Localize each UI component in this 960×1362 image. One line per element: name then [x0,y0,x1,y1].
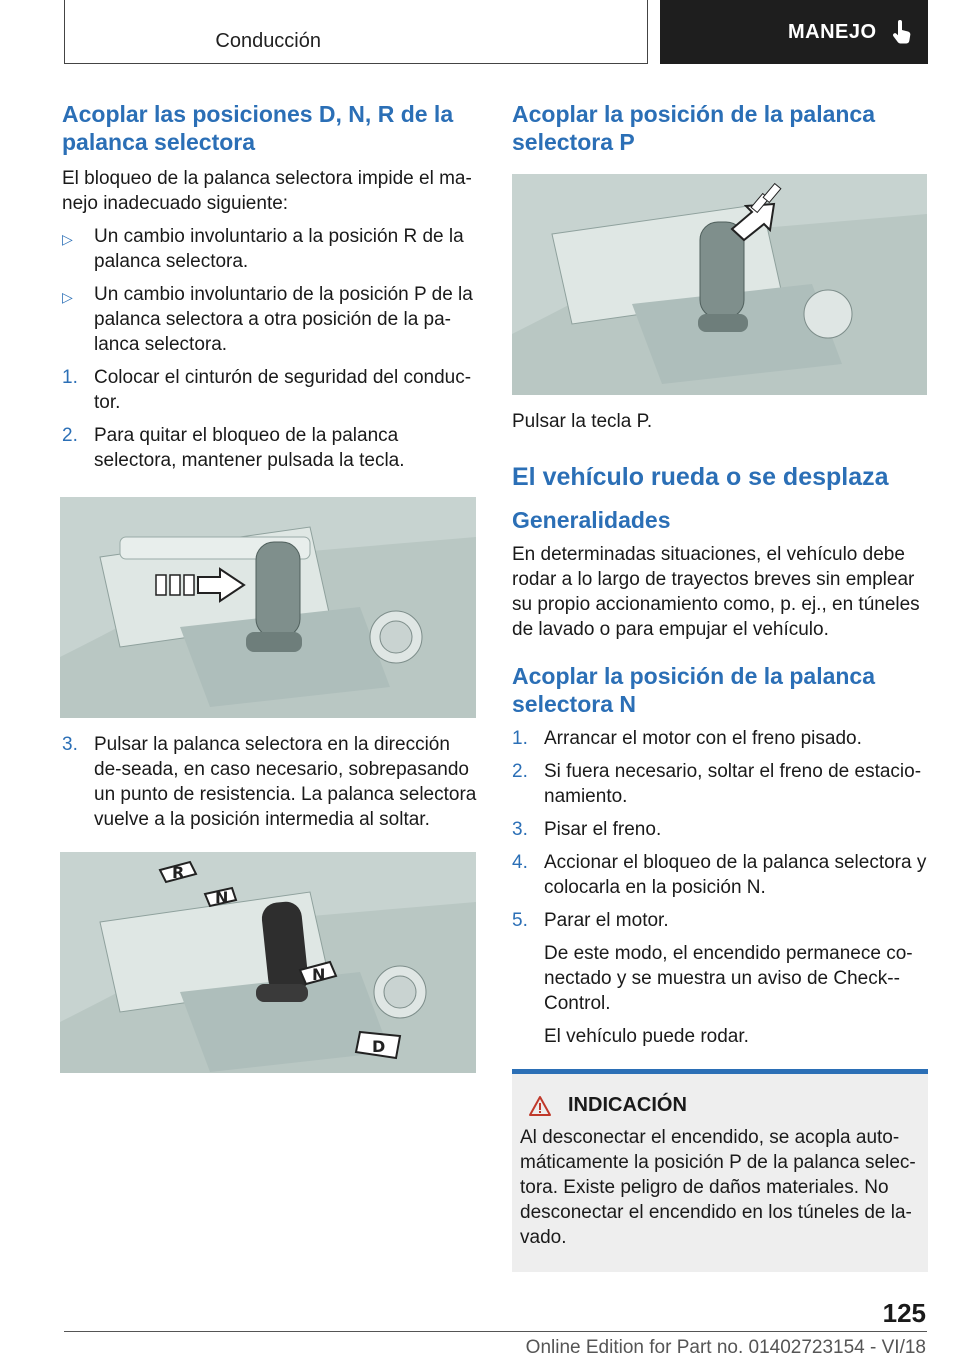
lever-unlock-illustration [60,497,476,718]
step-number: 2. [62,425,78,446]
lever-direction-illustration [60,852,476,1073]
step-item [512,759,928,809]
step-number: 3. [512,819,528,840]
step-item [62,365,478,415]
heading-n: Acoplar la posición de la palanca selectora N [512,663,876,717]
step5-detail: De este modo, el encendido permanece co-nectado y se muestra un aviso de Check--Control. [544,943,913,1014]
header-frame [64,0,648,64]
notice-box [512,1069,928,1272]
fig-label-r: R [172,863,185,882]
chapter-tab [660,0,928,64]
footer-edition: Online Edition for Part no. 01402723154 - VI/18 [525,1337,926,1358]
notice-title [520,1094,920,1117]
chapter-tab-label: MANEJO [788,20,877,43]
left-column [62,100,478,1073]
step-item [512,850,928,900]
step-text: Arrancar el motor con el freno pisado. [544,728,862,749]
heading-dnr: Acoplar las posiciones D, N, R de la palanca selectora [62,101,454,155]
step-number: 3. [62,734,78,755]
right-column [512,100,928,1272]
lever-p-illustration [512,174,927,395]
step5-result: El vehículo puede rodar. [544,1026,749,1047]
step-item [512,817,928,842]
footer-divider [64,1331,927,1332]
page-number: 125 [882,1298,926,1328]
step-text: Colocar el cinturón de seguridad del conduc-tor. [94,367,472,413]
notice-text: Al desconectar el encendido, se acopla auto-máticamente la posición P de la palanca selec-tora. Existe peligro de daños materiales. No desconectar el encendido en los túneles de la-vado. [520,1127,916,1248]
warning-icon [528,1095,552,1117]
step-text: Para quitar el bloqueo de la palanca selectora, mantener pulsada la tecla. [94,425,405,471]
step-item [62,423,478,473]
heading-p: Acoplar la posición de la palanca selectora P [512,101,876,155]
hand-pointer-icon [891,20,913,44]
step-text: Pisar el freno. [544,819,662,840]
triangle-bullet-icon: ▷ [62,289,73,305]
step-text: Parar el motor. [544,910,669,931]
step-text: Pulsar la palanca selectora en la dirección de-seada, en caso necesario, sobrepasando un punto de resistencia. La palanca selectora vuelve a la posición intermedia al soltar. [94,734,477,830]
step-number: 4. [512,852,528,873]
fig-label-n-lower: N [312,965,326,984]
section-title: Conducción [215,30,321,52]
step-item [512,908,928,933]
step-number: 2. [512,761,528,782]
bullet-item: ▷ Un cambio involuntario de la posición P de la palanca selectora a otra posición de la pa-lanca selectora. [62,284,473,355]
triangle-bullet-icon: ▷ [62,231,73,247]
lever-p-figure [512,174,927,395]
heading-general: Generalidades [512,507,671,533]
fig-label-n: N [215,888,229,907]
step-item [62,732,478,832]
intro-text: El bloqueo de la palanca selectora impide el ma-nejo inadecuado siguiente: [62,168,472,214]
step-item [512,726,928,751]
lever-unlock-figure [60,497,476,718]
general-text: En determinadas situaciones, el vehículo debe rodar a lo largo de trayectos breves sin emplear su propio accionamiento como, p. ej., en túneles de lavado o para empujar el vehículo. [512,544,920,640]
lever-direction-figure [60,852,476,1073]
step-text: Si fuera necesario, soltar el freno de estacio-namiento. [544,761,922,807]
step-number: 1. [62,367,78,388]
bullet-item: ▷ Un cambio involuntario a la posición R de la palanca selectora. [62,226,464,272]
heading-rolling: El vehículo rueda o se desplaza [512,463,889,491]
notice-title-text: INDICACIÓN [568,1094,687,1116]
step-text: Accionar el bloqueo de la palanca selectora y colocarla en la posición N. [544,852,927,898]
step-number: 5. [512,910,528,931]
caption-p: Pulsar la tecla P. [512,411,653,432]
fig-label-d: D [372,1037,386,1056]
step-number: 1. [512,728,528,749]
